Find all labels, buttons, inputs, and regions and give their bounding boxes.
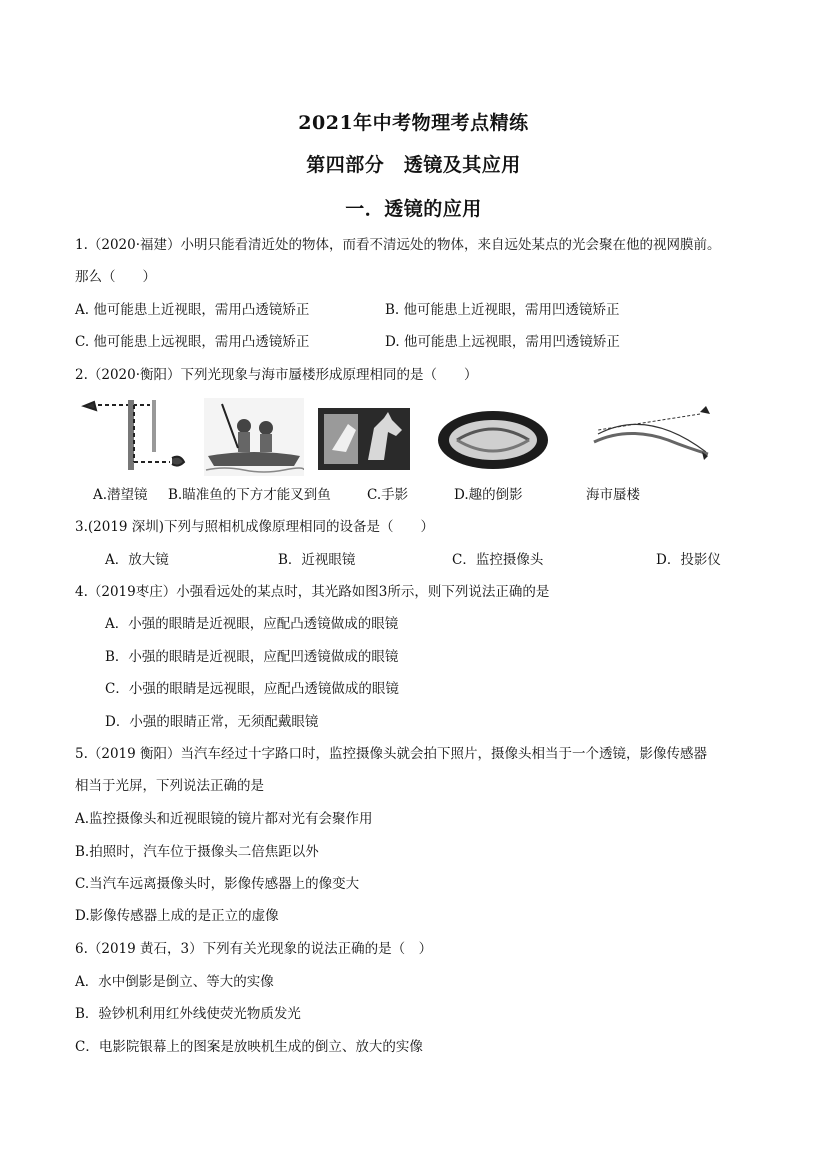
q5-option-a: A.监控摄像头和近视眼镜的镜片都对光有会聚作用 (75, 811, 373, 827)
q1-option-c: C. 他可能患上远视眼，需用凸透镜矫正 (75, 334, 310, 350)
q5-stem-cont: 相当于光屏，下列说法正确的是 (75, 778, 264, 794)
q2-caption-c: C.手影 (367, 487, 409, 503)
q4-option-a: A．小强的眼睛是近视眼，应配凸透镜做成的眼镜 (105, 616, 399, 632)
q2-caption-d: D.趣的倒影 (454, 487, 523, 503)
q6-option-b: B．验钞机利用红外线使荧光物质发光 (75, 1006, 301, 1022)
q1-option-a: A. 他可能患上近视眼，需用凸透镜矫正 (75, 302, 310, 318)
part-title: 第四部分 透镜及其应用 (306, 154, 521, 176)
q1-stem: 1.（2020·福建）小明只能看清近处的物体，而看不清远处的物体，来自远处某点的光会聚在他的视网膜前。 (75, 237, 721, 253)
hand-shadow-figure (318, 408, 410, 470)
q1-stem-cont: 那么（ ） (75, 269, 156, 285)
q4-option-d: D．小强的眼睛正常，无须配戴眼镜 (105, 714, 319, 730)
mirage-figure (588, 404, 716, 462)
q5-option-b: B.拍照时，汽车位于摄像头二倍焦距以外 (75, 844, 319, 860)
q3-option-c: C．监控摄像头 (452, 552, 544, 568)
page-title: 2021年中考物理考点精练 (298, 112, 529, 134)
q3-option-b: B．近视眼镜 (278, 552, 356, 568)
q3-option-d: D．投影仪 (656, 552, 721, 568)
q2-caption-b: B.瞄准鱼的下方才能叉到鱼 (168, 487, 331, 503)
q4-stem: 4.（2019枣庄）小强看远处的某点时，其光路如图3所示，则下列说法正确的是 (75, 584, 550, 600)
periscope-figure (78, 396, 190, 478)
q2-caption-a: A.潜望镜 (93, 487, 148, 503)
q4-option-c: C．小强的眼睛是远视眼，应配凸透镜做成的眼镜 (105, 681, 399, 697)
q2-stem: 2.（2020·衡阳）下列光现象与海市蜃楼形成原理相同的是（ ） (75, 367, 478, 383)
reflection-figure (437, 410, 549, 470)
q4-option-b: B．小强的眼睛是近视眼，应配凹透镜做成的眼镜 (105, 649, 399, 665)
q5-option-d: D.影像传感器上成的是正立的虚像 (75, 908, 279, 924)
section-title: 一．透镜的应用 (345, 198, 482, 220)
q5-option-c: C.当汽车远离摄像头时，影像传感器上的像变大 (75, 876, 360, 892)
q6-stem: 6.（2019 黄石，3）下列有关光现象的说法正确的是（ ） (75, 941, 433, 957)
q3-stem: 3.(2019 深圳)下列与照相机成像原理相同的设备是（ ） (75, 519, 435, 535)
q3-option-a: A．放大镜 (105, 552, 169, 568)
q6-option-c: C．电影院银幕上的图案是放映机生成的倒立、放大的实像 (75, 1039, 423, 1055)
q2-caption-mirage: 海市蜃楼 (586, 487, 640, 503)
q6-option-a: A．水中倒影是倒立、等大的实像 (75, 974, 274, 990)
q1-option-b: B. 他可能患上近视眼，需用凹透镜矫正 (385, 302, 620, 318)
q1-option-d: D. 他可能患上远视眼，需用凹透镜矫正 (385, 334, 620, 350)
spearfishing-figure (204, 398, 304, 476)
q5-stem: 5.（2019 衡阳）当汽车经过十字路口时，监控摄像头就会拍下照片，摄像头相当于一个透镜，影像传感器 (75, 746, 708, 762)
